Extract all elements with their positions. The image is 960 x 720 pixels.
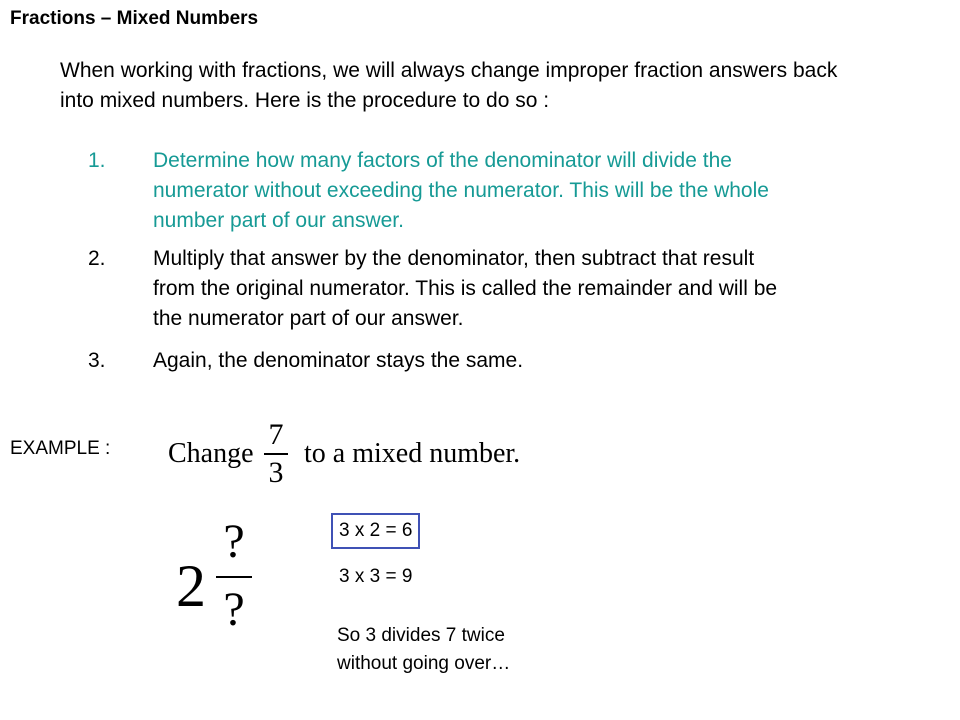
mixed-number-denominator: ? xyxy=(223,583,245,636)
example-prefix: Change xyxy=(168,438,254,469)
step-2 xyxy=(88,244,777,334)
step-1-text-2: numerator without exceeding the numerator. This will be the whole xyxy=(153,179,769,202)
step-2-text-1: Multiply that answer by the denominator, then subtract that result xyxy=(153,247,755,270)
calculation-boxed: 3 x 2 = 6 xyxy=(331,513,420,549)
mixed-number xyxy=(176,515,256,638)
step-1-text-1: Determine how many factors of the denominator will divide the xyxy=(153,149,732,172)
step-1-line-1 xyxy=(88,146,769,176)
example-fraction-bar xyxy=(264,453,288,455)
example-suffix: to a mixed number. xyxy=(304,438,521,469)
page-title: Fractions – Mixed Numbers xyxy=(10,8,259,29)
step-3-text-1: Again, the denominator stays the same. xyxy=(153,349,524,372)
mixed-number-whole: 2 xyxy=(176,553,206,619)
step-1-text-3: number part of our answer. xyxy=(153,209,404,232)
step-3-line-1 xyxy=(88,346,523,376)
step-2-line-1 xyxy=(88,244,777,274)
step-3-number: 3. xyxy=(88,349,106,372)
conclusion-text xyxy=(337,622,510,678)
mixed-number-numerator: ? xyxy=(223,515,245,568)
step-2-number: 2. xyxy=(88,247,106,270)
example-fraction xyxy=(264,420,288,488)
example-fraction-numerator: 7 xyxy=(268,418,284,451)
step-2-text-2: from the original numerator. This is called the remainder and will be xyxy=(153,277,778,300)
step-1 xyxy=(88,146,769,236)
step-2-text-3: the numerator part of our answer. xyxy=(153,307,464,330)
conclusion-line-2: without going over… xyxy=(337,653,511,674)
step-3 xyxy=(88,346,523,376)
calculation-second: 3 x 3 = 9 xyxy=(339,566,413,587)
example-label: EXAMPLE : xyxy=(10,438,111,459)
step-1-number: 1. xyxy=(88,149,106,172)
example-fraction-denominator: 3 xyxy=(268,456,284,489)
mixed-number-fraction-bar xyxy=(216,576,252,578)
conclusion-line-1: So 3 divides 7 twice xyxy=(337,625,505,646)
intro-paragraph: When working with fractions, we will always change improper fraction answers back into mixed numbers. Here is the procedure to do so : xyxy=(60,59,838,112)
